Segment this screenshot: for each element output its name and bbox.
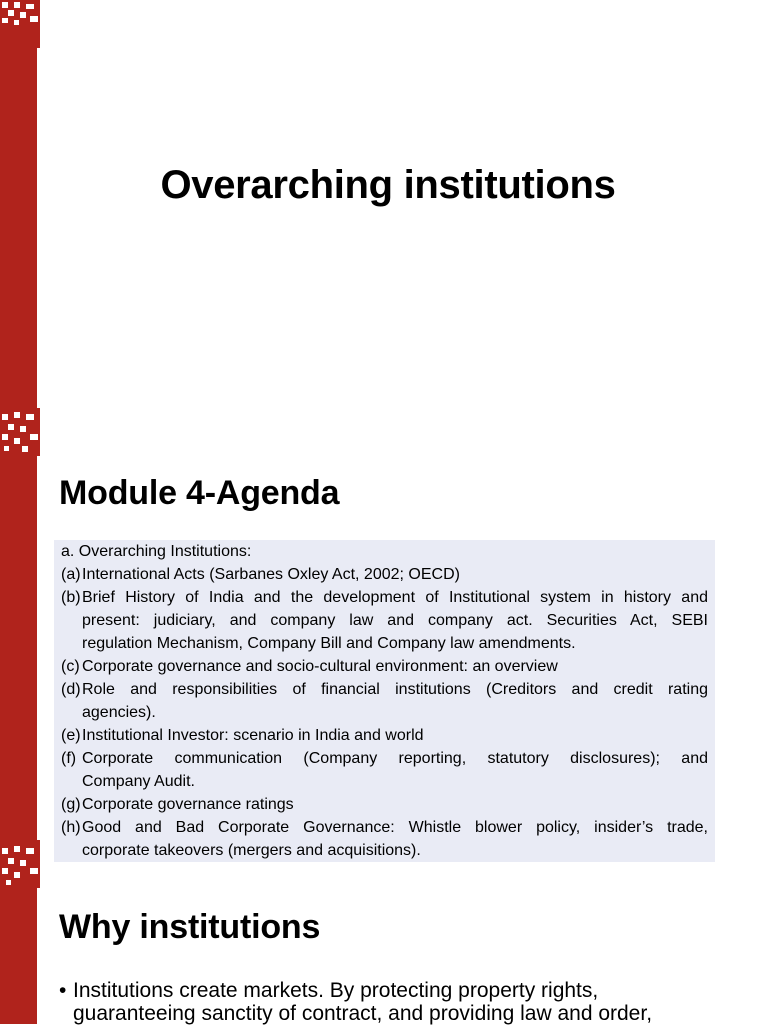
agenda-item-g: Corporate governance ratings (82, 796, 294, 813)
agenda-heading: Module 4-Agenda (59, 474, 340, 512)
agenda-item-h-line1: Good and Bad Corporate Governance: Whistle blower policy, insider’s trade, (82, 819, 708, 836)
agenda-label-g: (g) (61, 796, 81, 813)
agenda-label-f: (f) (61, 750, 77, 767)
agenda-item-d-line2: agencies). (82, 704, 156, 721)
agenda-label-b: (b) (61, 589, 81, 606)
bullet-line-2: guaranteeing sanctity of contract, and providing law and order, (73, 1002, 653, 1025)
agenda-item-h-line2: corporate takeovers (mergers and acquisitions). (82, 842, 421, 859)
agenda-label-c: (c) (61, 658, 80, 675)
agenda-label-e: (e) (61, 727, 81, 744)
bullet-dot: • (59, 979, 67, 1002)
slide-title: Overarching institutions (160, 163, 616, 207)
agenda-item-b-line3: regulation Mechanism, Company Bill and Company law amendments. (82, 635, 576, 652)
agenda-label-h: (h) (61, 819, 81, 836)
agenda-label-d: (d) (61, 681, 81, 698)
pixel-pattern-bottom (0, 840, 40, 888)
agenda-intro: a. Overarching Institutions: (61, 543, 252, 560)
agenda-item-c: Corporate governance and socio-cultural environment: an overview (82, 658, 558, 675)
agenda-item-e: Institutional Investor: scenario in India and world (82, 727, 424, 744)
agenda-label-a: (a) (61, 566, 81, 583)
agenda-item-a: International Acts (Sarbanes Oxley Act, 2002; OECD) (82, 566, 460, 583)
agenda-item-f-line2: Company Audit. (82, 773, 195, 790)
agenda-item-f-line1: Corporate communication (Company reporting, statutory disclosures); and (82, 750, 708, 767)
pixel-pattern-middle (0, 408, 40, 456)
agenda-item-b-line2: present: judiciary, and company law and company act. Securities Act, SEBI (82, 612, 708, 629)
agenda-item-d-line1: Role and responsibilities of financial institutions (Creditors and credit rating (82, 681, 708, 698)
why-institutions-heading: Why institutions (59, 908, 321, 946)
agenda-item-b-line1: Brief History of India and the development of Institutional system in history and (82, 589, 708, 606)
pixel-pattern-top (0, 0, 40, 48)
bullet-line-1: Institutions create markets. By protecting property rights, (73, 979, 599, 1002)
